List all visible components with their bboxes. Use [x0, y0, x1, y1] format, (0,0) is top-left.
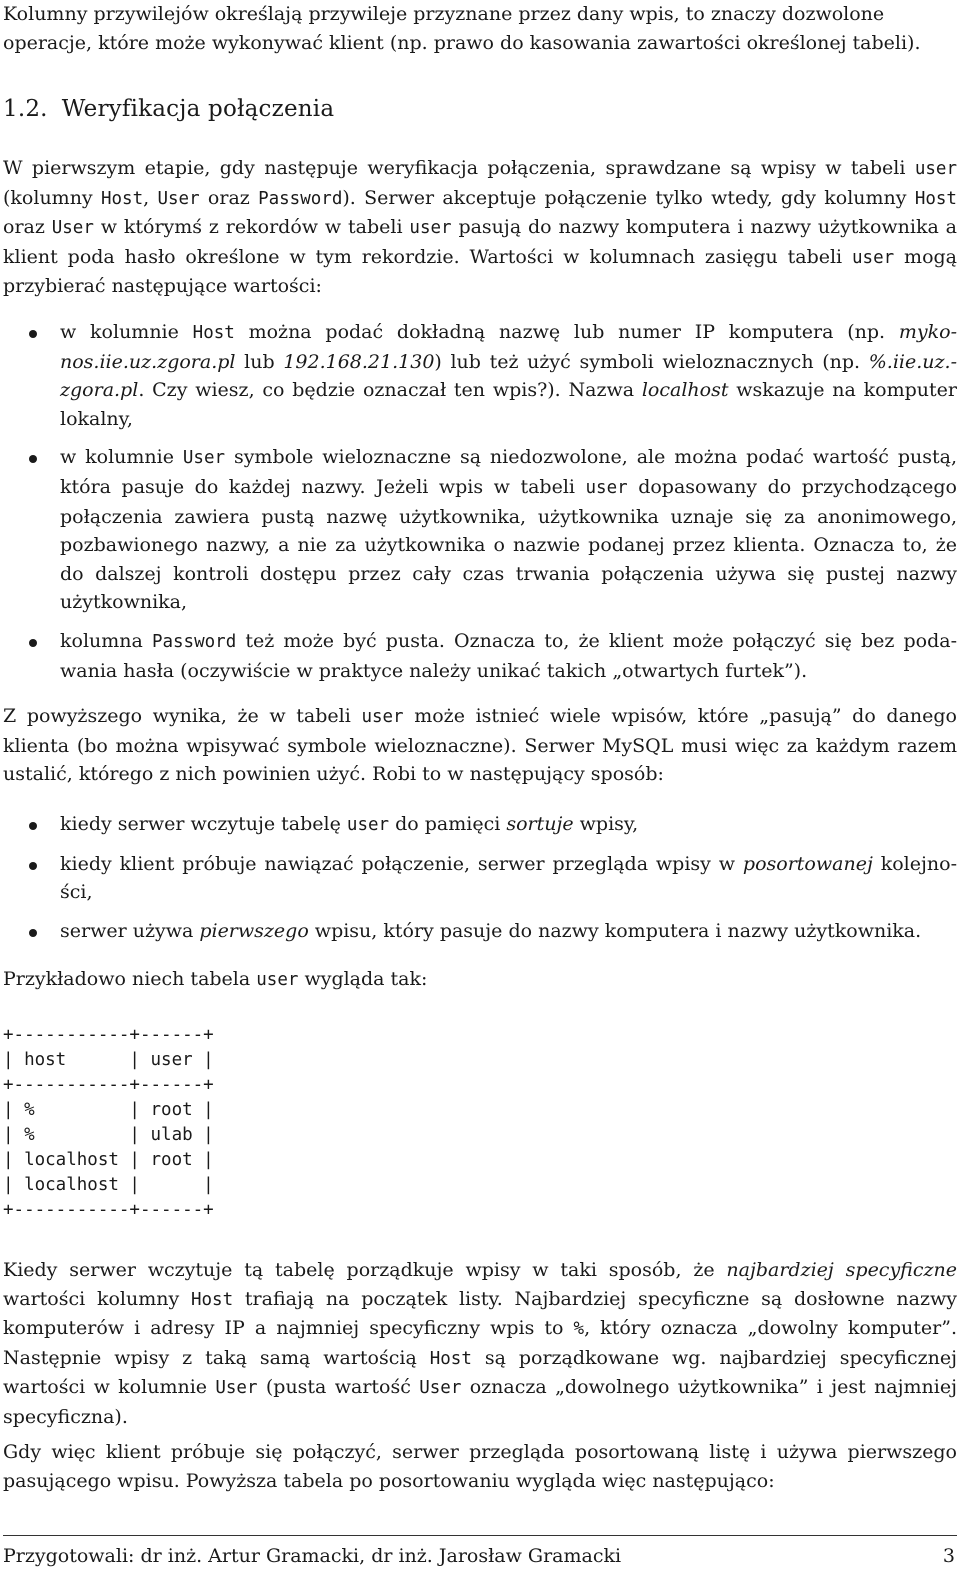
code-user-col: User — [157, 188, 200, 209]
table-row: | % | ulab | — [3, 1125, 214, 1145]
paragraph-sorting-rules: Kiedy serwer wczytuje tą tabelę porządkuje wpisy w taki sposób, że najbardziej specyficzne wartości kolumny Host trafiają na początek listy. Najbardziej specyficzne są dosłowne nazwy komputerów i adresy IP a najmniej specyficzny wpis to %, który oznacza „dowolny komputer”. Następnie wpisy z taką samą wartością Host są porządkowane wg. najbardziej specyficznej wartości w kolumnie User (pusta wartość User oznacza „dowolnego użytkownika” i jest najmniej specyficzna). — [3, 1259, 957, 1428]
sorting-steps-list — [3, 810, 957, 945]
code-user: user — [409, 218, 452, 239]
intro-line-2: operacje, które może wykonywać klient (np. prawo do kasowania zawartości określonej tabeli). — [3, 31, 921, 54]
section-heading — [3, 96, 334, 122]
paragraph-example-intro: Przykładowo niech tabela user wygląda tak: — [3, 968, 428, 990]
code-user: user — [852, 247, 895, 268]
table-row: | % | root | — [3, 1100, 214, 1120]
code-host: Host — [100, 188, 144, 209]
code-host: Host — [914, 188, 957, 209]
section-title: Weryfikacja połączenia — [61, 96, 335, 122]
page-footer — [3, 1545, 957, 1567]
table-border: +-----------+------+ — [3, 1075, 214, 1095]
code-user-col: User — [51, 218, 94, 239]
footer-rule — [3, 1535, 957, 1536]
page-number: 3 — [942, 1545, 955, 1567]
table-row: | localhost | | — [3, 1175, 214, 1195]
list-item-user: w kolumnie User symbole wieloznaczne są niedozwolone, ale można podać wartość pustą, która pasuje do każdej nazwy. Jeżeli wpis w tabeli user dopasowany do przychodzącego połączenia zawiera pustą nazwę użytkownika, użytkownika uznaje się za anonimowego, pozbawionego nazwy, a nie za użytkownika o nazwie podanej przez klienta. Oznacza to, że do dalszej kontroli dostępu przez cały czas trwania połączenia używa się pustej nazwy użytkownika, — [3, 443, 957, 617]
intro-line-1: Kolumny przywilejów określają przywileje przyznane przez dany wpis, to znaczy dozwolone — [3, 3, 885, 25]
list-item-host: w kolumnie Host można podać dokładną nazwę lub numer IP komputera (np. myko-nos.iie.uz.zgora.pl lub 192.168.21.130) lub też użyć symboli wieloznacznych (np. %.iie.uz.-zgora.pl. Czy wiesz, co będzie oznaczał ten wpis?). Nazwa localhost wskazuje na komputer lokalny, — [3, 318, 957, 433]
list-item-browse: kiedy klient próbuje nawiązać połączenie, serwer przegląda wpisy w posortowanej kolejno-ści, — [3, 850, 957, 907]
code-user: user — [914, 159, 957, 179]
list-item-first: serwer używa pierwszego wpisu, który pasuje do nazwy komputera i nazwy użytkownika. — [3, 917, 957, 946]
table-border: +-----------+------+ — [3, 1025, 214, 1045]
section-number: 1.2. — [3, 96, 48, 122]
paragraph-conclusion: Gdy więc klient próbuje się połączyć, serwer przegląda posortowaną listę i używa pierwszego pasującego wpisu. Powyższa tabela po posortowaniu wygląda więc następująco: — [3, 1441, 957, 1492]
table-border: +-----------+------+ — [3, 1200, 214, 1220]
table-row: | localhost | root | — [3, 1150, 214, 1170]
user-table-ascii — [3, 1023, 214, 1223]
intro-paragraph — [3, 0, 957, 57]
paragraph-multiple-entries: Z powyższego wynika, że w tabeli user może istnieć wiele wpisów, które „pasują” do danego klienta (bo można wpisywać symbole wieloznaczne). Serwer MySQL musi więc za każdym razem ustalić, którego z nich powinien użyć. Robi to w następujący sposób: — [3, 705, 957, 786]
table-header: | host | user | — [3, 1050, 214, 1070]
footer-authors: Przygotowali: dr inż. Artur Gramacki, dr inż. Jarosław Gramacki — [3, 1545, 622, 1567]
paragraph-verification: W pierwszym etapie, gdy następuje weryfikacja połączenia, sprawdzane są wpisy w tabeli user (kolumny Host, User oraz Password). Serwer akceptuje połączenie tylko wtedy, gdy kolumny Host oraz User w którymś z rekordów w tabeli user pasują do nazwy komputera i nazwy użytkownika a klient poda hasło określone w tym rekordzie. Wartości w kolumnach zasięgu tabeli user mogą przybierać następujące wartości: — [3, 157, 958, 298]
list-item-sort: kiedy serwer wczytuje tabelę user do pamięci sortuje wpisy, — [3, 810, 957, 840]
range-columns-list — [3, 318, 957, 685]
code-password: Password — [258, 188, 343, 209]
list-item-password: kolumna Password też może być pusta. Oznacza to, że klient może połączyć się bez poda-wania hasła (oczywiście w praktyce należy unikać takich „otwartych furtek”). — [3, 627, 957, 685]
